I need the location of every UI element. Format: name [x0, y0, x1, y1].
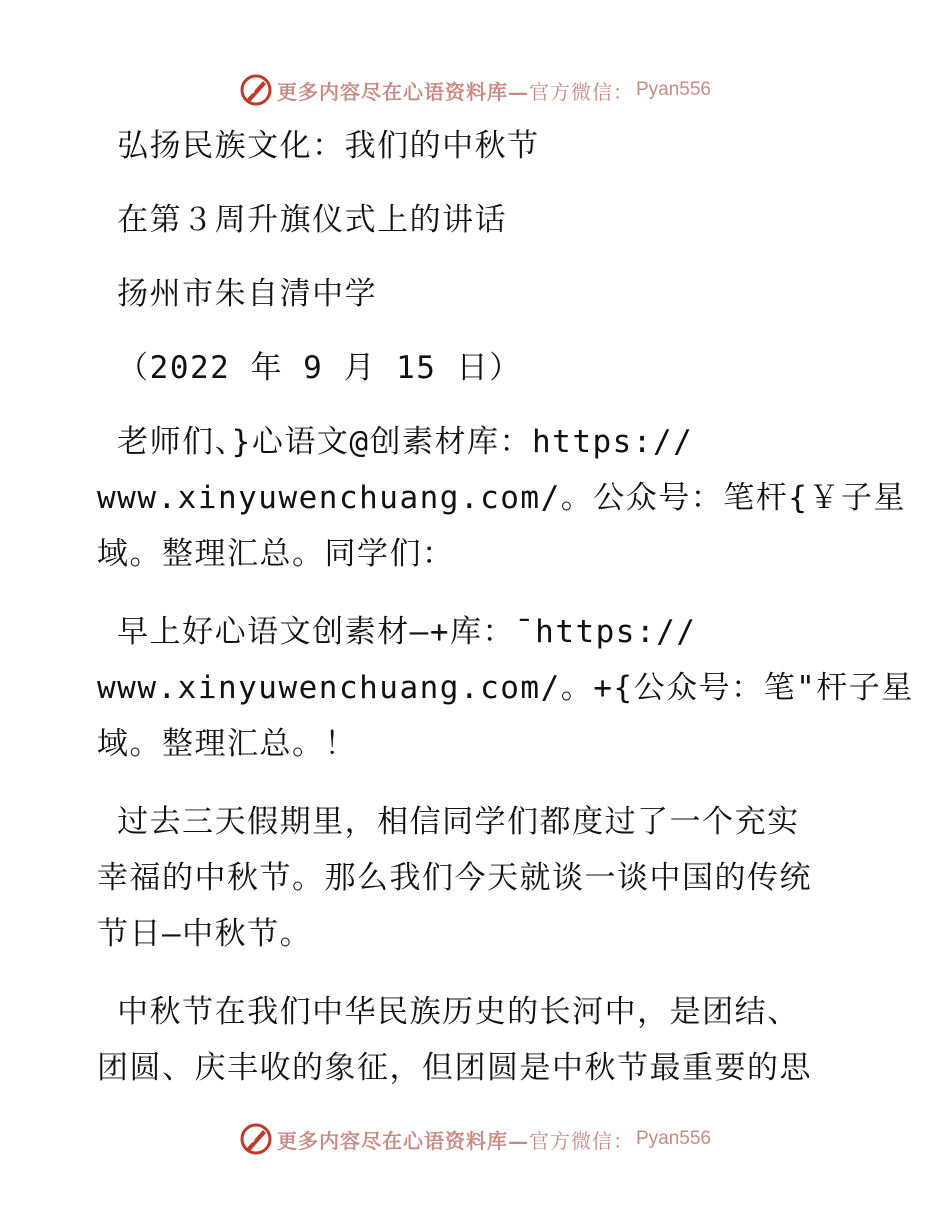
greeting-line: www.xinyuwenchuang.com/。公众号：笔杆{￥子星 [97, 480, 906, 516]
doc-date: （2022 年 9 月 15 日） [97, 350, 522, 386]
pen-logo-icon [239, 1122, 273, 1156]
watermark-text: 更多内容尽在心语资料库— [276, 79, 529, 104]
paragraph-line: 幸福的中秋节。那么我们今天就谈一谈中国的传统 [97, 860, 812, 896]
morning-line: 域。整理汇总。！ [97, 726, 357, 762]
greeting-line: 老师们、}心语文@创素材库：https:// [97, 424, 694, 460]
doc-title: 弘扬民族文化：我们的中秋节 [97, 128, 540, 164]
watermark-wechat-label: 官方微信： [528, 1128, 634, 1153]
paragraph-line: 过去三天假期里，相信同学们都度过了一个充实 [97, 804, 800, 840]
paragraph-holiday [97, 803, 812, 954]
paragraph-line: 节日—中秋节。 [97, 916, 313, 952]
watermark-text: 更多内容尽在心语资料库— [276, 1128, 529, 1153]
greeting-line: 域。整理汇总。同学们： [97, 536, 455, 572]
watermark-wechat-label: 官方微信： [528, 79, 634, 104]
watermark-wechat-id: Pyan556 [635, 1128, 711, 1149]
morning-line: 早上好心语文创素材—+库：¯https:// [97, 614, 697, 650]
footer-watermark [0, 1117, 950, 1161]
doc-school: 扬州市朱自清中学 [97, 276, 378, 312]
paragraph-meaning [97, 993, 812, 1088]
morning-paragraph [97, 613, 914, 764]
morning-line: www.xinyuwenchuang.com/。+{公众号：笔"杆子星 [97, 670, 914, 706]
paragraph-line: 中秋节在我们中华民族历史的长河中，是团结、 [97, 994, 800, 1030]
paragraph-line: 团圆、庆丰收的象征，但团圆是中秋节最重要的思 [97, 1050, 812, 1086]
greeting-paragraph [97, 423, 906, 574]
doc-subtitle: 在第３周升旗仪式上的讲话 [97, 202, 508, 238]
header-watermark [0, 68, 950, 112]
pen-logo-icon [239, 73, 273, 107]
watermark-wechat-id: Pyan556 [635, 79, 711, 100]
